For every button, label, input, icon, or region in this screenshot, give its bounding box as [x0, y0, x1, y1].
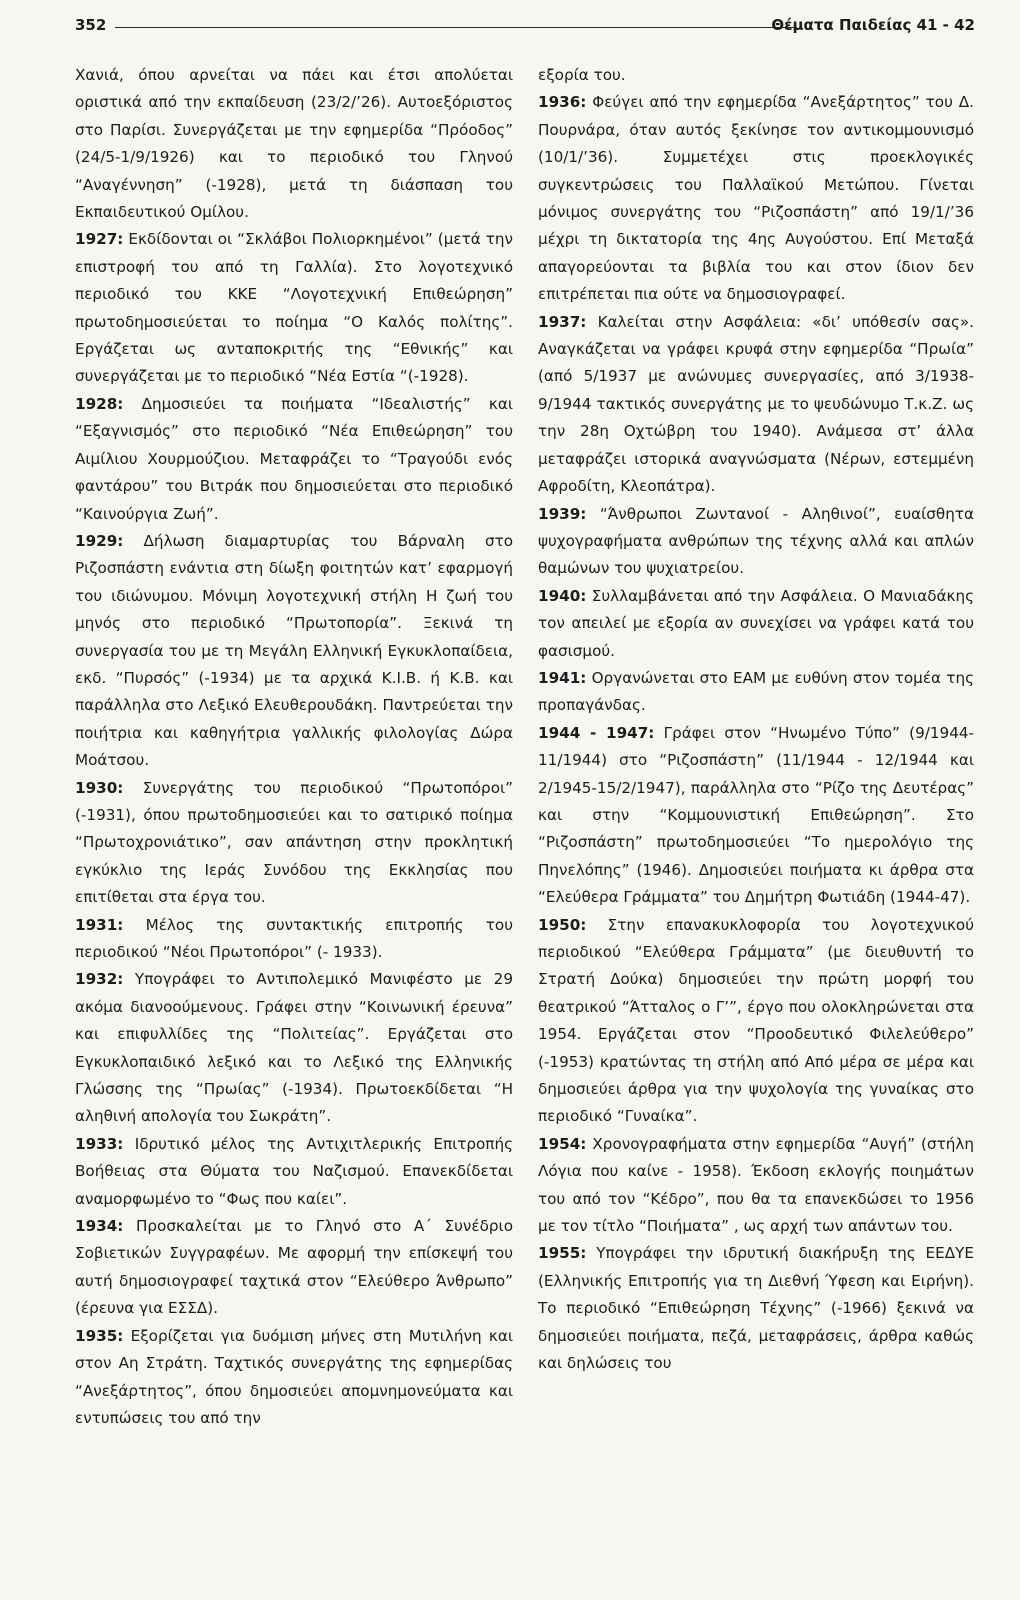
- page-header: [75, 16, 975, 42]
- entry-text: Συνεργάτης του περιοδικού “Πρωτοπόροι” (-1931), όπου πρωτοδημοσιεύει και το σατιρικό ποίημα “Πρωτοχρονιάτικο”, σαν απάντηση στην προκλητική εγκύκλιο της Ιεράς Συνόδου της Εκκλησίας που επιτίθεται στα έργα του.: [75, 778, 513, 907]
- entry-text: Γράφει στον “Ηνωμένο Τύπο” (9/1944-11/1944) στο “Ριζοσπάστη” (11/1944 - 12/1944 και 2/1945-15/2/1947), παράλληλα στο “Ρίζο της Δευτέρας” και στην “Κομμουνιστική Επιθεώρηση”. Στο “Ριζοσπάστη” πρωτοδημοσιεύει “Το ημερολόγιο της Πηνελόπης” (1946). Δημοσιεύει ποιήματα κι άρθρα στα “Ελεύθερα Γράμματα” του Δημήτρη Φωτιάδη (1944-47).: [538, 723, 974, 907]
- entry-text: Μέλος της συντακτικής επιτροπής του περιοδικού “Νέοι Πρωτοπόροι” (- 1933).: [75, 915, 513, 961]
- entry-year: 1933:: [75, 1134, 124, 1153]
- entry-text: “Άνθρωποι Ζωντανοί - Αληθινοί”, ευαίσθητα ψυχογραφήματα ανθρώπων της τέχνης αλλά και απλών θαμώνων του ψυχιατρείου.: [538, 504, 974, 578]
- entry-text: Χρονογραφήματα στην εφημερίδα “Αυγή” (στήλη Λόγια που καίνε - 1958). Έκδοση εκλογής ποιημάτων του από τον “Κέδρο”, που θα τα επανεκδώσει το 1956 με τον τίτλο “Ποιήματα” , ως αρχή των απάντων του.: [538, 1134, 974, 1236]
- chronology-entry: [538, 912, 974, 1131]
- entry-year: 1928:: [75, 394, 124, 413]
- chronology-entry: [538, 720, 974, 912]
- chronology-entry: [75, 528, 513, 775]
- entry-year: 1950:: [538, 915, 587, 934]
- chronology-entry: [75, 1213, 513, 1323]
- entry-year: 1935:: [75, 1326, 124, 1345]
- entry-text: Χανιά, όπου αρνείται να πάει και έτσι απολύεται οριστικά από την εκπαίδευση (23/2/’26). Αυτοεξόριστος στο Παρίσι. Συνεργάζεται με την εφημερίδα “Πρόοδος” (24/5-1/9/1926) και το περιοδικό του Γληνού “Αναγέννηση” (-1928), μετά τη διάσπαση του Εκπαιδευτικού Ομίλου.: [75, 66, 513, 222]
- page-number: 352: [75, 16, 107, 34]
- entry-year: 1954:: [538, 1134, 587, 1153]
- entry-year: 1931:: [75, 915, 124, 934]
- entry-year: 1939:: [538, 504, 587, 523]
- chronology-entry: [538, 89, 974, 308]
- entry-text: Φεύγει από την εφημερίδα “Ανεξάρτητος” του Δ. Πουρνάρα, όταν αυτός ξεκίνησε τον αντικομμουνισμό (10/1/’36). Συμμετέχει στις προεκλογικές συγκεντρώσεις του Παλλαϊκού Μετώπου. Γίνεται μόνιμος συνεργάτης του “Ριζοσπάστη” από 19/1/’36 μέχρι τη δικτατορία της 4ης Αυγούστου. Επί Μεταξά απαγορεύονται τα βιβλία του και στον ίδιον δεν επιτρέπεται πια ούτε να δημοσιογραφεί.: [538, 93, 974, 304]
- entry-text: Δήλωση διαμαρτυρίας του Βάρναλη στο Ριζοσπάστη ενάντια στη δίωξη φοιτητών κατ’ εφαρμογή του ιδιώνυμου. Μόνιμη λογοτεχνική στήλη Η ζωή του μηνός στο περιοδικό “Πρωτοπορία”. Ξεκινά τη συνεργασία του με τη Μεγάλη Ελληνική Εγκυκλοπαίδεια, εκδ. “Πυρσός” (-1934) με τα αρχικά Κ.Ι.Β. ή Κ.Β. και παράλληλα στο Λεξικό Ελευθερουδάκη. Παντρεύεται την ποιήτρια και καθηγήτρια γαλλικής φιλολογίας Δώρα Μοάτσου.: [75, 531, 513, 770]
- entry-text: Συλλαμβάνεται από την Ασφάλεια. Ο Μανιαδάκης τον απειλεί με εξορία αν συνεχίσει να γράφει κατά του φασισμού.: [538, 586, 974, 660]
- entry-text: Υπογράφει το Αντιπολεμικό Μανιφέστο με 29 ακόμα διανοούμενους. Γράφει στην “Κοινωνική έρευνα” και επιφυλλίδες της “Πολιτείας”. Εργάζεται στο Εγκυκλοπαιδικό λεξικό και το Λεξικό της Ελληνικής Γλώσσης της “Πρωίας” (-1934). Πρωτοεκδίδεται “Η αληθινή απολογία του Σωκράτη”.: [75, 970, 513, 1126]
- chronology-entry: [538, 62, 974, 89]
- entry-year: 1929:: [75, 531, 124, 550]
- entry-year: 1937:: [538, 312, 587, 331]
- entry-text: Στην επανακυκλοφορία του λογοτεχνικού περιοδικού “Ελεύθερα Γράμματα” (με διευθυντή το Στρατή Δούκα) δημοσιεύει την πρώτη μορφή του θεατρικού “Άτταλος ο Γ’”, έργο που ολοκληρώνεται στα 1954. Εργάζεται στον “Προοδευτικό Φιλελεύθερο” (-1953) κρατώντας τη στήλη από Από μέρα σε μέρα και δημοσιεύει άρθρα για την ψυχολογία της γυναίκας στο περιοδικό “Γυναίκα”.: [538, 915, 974, 1126]
- chronology-entry: [75, 1131, 513, 1213]
- chronology-entry: [538, 501, 974, 583]
- entry-year: 1944 - 1947:: [538, 723, 655, 742]
- left-column: [75, 62, 513, 1432]
- chronology-entry: [538, 665, 974, 720]
- chronology-entry: [538, 1131, 974, 1241]
- entry-year: 1927:: [75, 230, 124, 249]
- entry-year: 1932:: [75, 970, 124, 989]
- chronology-entry: [75, 391, 513, 528]
- chronology-entry: [75, 226, 513, 390]
- entry-text: Εκδίδονται οι “Σκλάβοι Πολιορκημένοι” (μετά την επιστροφή του από τη Γαλλία). Στο λογοτεχνικό περιοδικό του ΚΚΕ “Λογοτεχνική Επιθεώρηση” πρωτοδημοσιεύεται το ποίημα “Ο Καλός πολίτης”. Εργάζεται ως ανταποκριτής της “Εθνικής” και συνεργάζεται με το περιοδικό “Νέα Εστία “(-1928).: [75, 230, 513, 386]
- chronology-entry: [75, 966, 513, 1130]
- entry-year: 1955:: [538, 1244, 587, 1263]
- chronology-entry: [75, 912, 513, 967]
- chronology-entry: [538, 309, 974, 501]
- right-column: [538, 62, 974, 1378]
- entry-text: Ιδρυτικό μέλος της Αντιχιτλερικής Επιτροπής Βοήθειας στα Θύματα του Ναζισμού. Επανεκδίδεται αναμορφωμένο το “Φως που καίει”.: [75, 1134, 513, 1208]
- entry-text: Οργανώνεται στο ΕΑΜ με ευθύνη στον τομέα της προπαγάνδας.: [538, 668, 974, 715]
- entry-year: 1930:: [75, 778, 124, 797]
- entry-text: Εξορίζεται για δυόμιση μήνες στη Μυτιλήνη και στον Αη Στράτη. Ταχτικός συνεργάτης της εφημερίδας “Ανεξάρτητος”, όπου δημοσιεύει απομνημονεύματα και εντυπώσεις του από την: [75, 1326, 513, 1427]
- entry-year: 1940:: [538, 586, 587, 605]
- entry-year: 1936:: [538, 93, 587, 112]
- chronology-entry: [538, 583, 974, 665]
- entry-year: 1934:: [75, 1217, 124, 1236]
- journal-title: Θέματα Παιδείας 41 - 42: [771, 16, 975, 34]
- entry-text: Δημοσιεύει τα ποιήματα “Ιδεαλιστής” και “Εξαγνισμός” στο περιοδικό “Νέα Επιθεώρηση” του Αιμίλιου Χουρμούζιου. Μεταφράζει το “Τραγούδι ενός φαντάρου” του Βιτράκ που δημοσιεύεται στο περιοδικό “Καινούργια Ζωή”.: [75, 394, 513, 523]
- entry-text: εξορία του.: [538, 66, 626, 84]
- entry-text: Υπογράφει την ιδρυτική διακήρυξη της ΕΕΔΥΕ (Ελληνικής Επιτροπής για τη Διεθνή Ύφεση και Ειρήνη). Το περιοδικό “Επιθεώρηση Τέχνης” (-1966) ξεκινά να δημοσιεύει ποιήματα, πεζά, μεταφράσεις, άρθρα καθώς και δηλώσεις του: [538, 1244, 974, 1373]
- chronology-entry: [75, 775, 513, 912]
- entry-text: Καλείται στην Ασφάλεια: «δι’ υπόθεσίν σας». Αναγκάζεται να γράφει κρυφά στην εφημερίδα “Πρωία” (από 5/1937 με ανώνυμες συνεργασίες, από 3/1938- 9/1944 τακτικός συνεργάτης με το ψευδώνυμο Τ.κ.Ζ. ως την 28η Οχτώβρη του 1940). Ανάμεσα στ’ άλλα μεταφράζει ιστορικά αναγνώσματα (Νέρων, εστεμμένη Αφροδίτη, Κλεοπάτρα).: [538, 312, 974, 496]
- chronology-entry: [538, 1240, 974, 1377]
- entry-year: 1941:: [538, 668, 587, 687]
- entry-text: Προσκαλείται με το Γληνό στο Α΄ Συνέδριο Σοβιετικών Συγγραφέων. Με αφορμή την επίσκεψή του αυτή δημοσιογραφεί ταχτικά στον “Ελεύθερο Άνθρωπο” (έρευνα για ΕΣΣΔ).: [75, 1217, 513, 1318]
- chronology-entry: [75, 62, 513, 226]
- chronology-entry: [75, 1323, 513, 1433]
- header-rule: [115, 27, 797, 28]
